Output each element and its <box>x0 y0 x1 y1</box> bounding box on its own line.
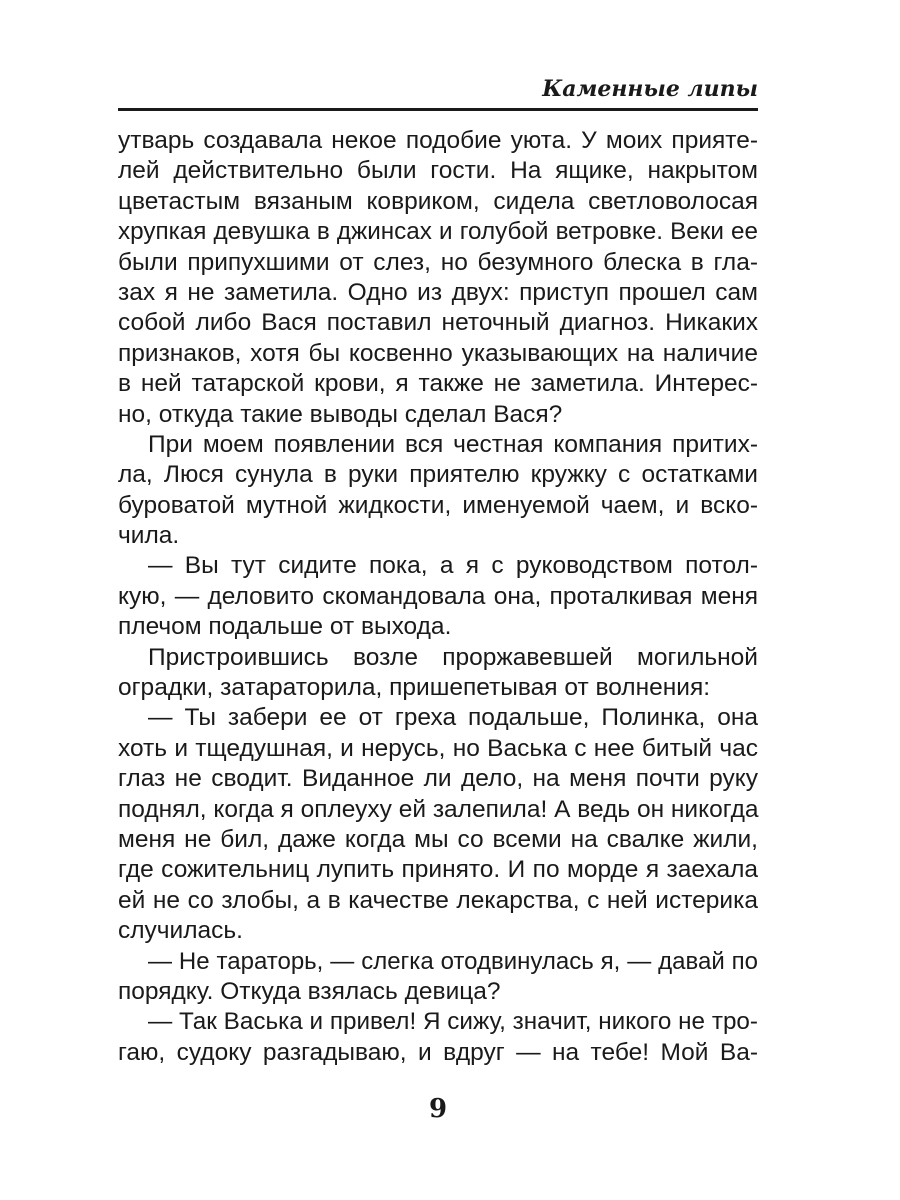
text-line: чила. <box>118 522 180 550</box>
text-line: хрупкая девушка в джинсах и голубой ветровке. Веки ее <box>118 218 758 246</box>
text-line: ей не со злобы, а в качестве лекарства, с ней истерика <box>118 886 758 914</box>
text-line: Пристроившись возле проржавевшей могильной <box>148 643 758 671</box>
text-line: хоть и тщедушная, и нерусь, но Васька с нее битый час <box>118 734 758 762</box>
text-line: порядку. Откуда взялась девица? <box>118 977 501 1005</box>
text-line: утварь создавала некое подобие уюта. У моих прияте- <box>118 127 758 154</box>
text-line: случилась. <box>118 917 243 945</box>
text-line: оградки, затараторила, пришепетывая от волнения: <box>118 674 711 702</box>
page-number: 9 <box>428 1094 448 1124</box>
text-line: кую, — деловито скомандовала она, проталкивая меня <box>118 582 758 610</box>
text-line: но, откуда такие выводы сделал Вася? <box>118 400 563 428</box>
text-line: — Не тараторь, — слегка отодвинулась я, — давай по <box>148 947 758 975</box>
text-line: в ней татарской крови, я также не заметила. Интерес- <box>118 370 758 398</box>
body-text <box>118 126 758 1068</box>
text-line: глаз не сводит. Виданное ли дело, на меня почти руку <box>118 765 758 793</box>
text-line: — Ты забери ее от греха подальше, Полинка, она <box>148 704 758 732</box>
text-line: зах я не заметила. Одно из двух: приступ прошел сам <box>118 278 758 306</box>
text-line: поднял, когда я оплеуху ей залепила! А ведь он никогда <box>118 795 759 823</box>
text-line: гаю, судоку разгадываю, и вдруг — на тебе! Мой Ва- <box>118 1038 758 1066</box>
text-line: собой либо Вася поставил неточный диагноз. Никаких <box>118 309 758 337</box>
text-line: плечом подальше от выхода. <box>118 613 452 641</box>
header-rule <box>118 108 758 111</box>
text-line: меня не бил, даже когда мы со всеми на свалке жили, <box>118 825 758 853</box>
text-line: ла, Люся сунула в руки приятелю кружку с остатками <box>118 461 758 489</box>
text-line: — Вы тут сидите пока, а я с руководством потол- <box>148 552 758 580</box>
text-line: признаков, хотя бы косвенно указывающих на наличие <box>118 339 758 367</box>
text-line: цветастым вязаным ковриком, сидела светловолосая <box>118 187 758 215</box>
text-line: были припухшими от слез, но безумного блеска в гла- <box>118 248 758 276</box>
text-line: лей действительно были гости. На ящике, накрытом <box>118 157 758 185</box>
text-line: буроватой мутной жидкости, именуемой чаем, и вско- <box>118 491 758 519</box>
text-line: где сожительниц лупить принято. И по морде я заехала <box>118 856 758 884</box>
running-header-title: Каменные липы <box>542 76 758 102</box>
text-line: — Так Васька и привел! Я сижу, значит, никого не тро- <box>148 1008 758 1036</box>
text-line: При моем появлении вся честная компания притих- <box>148 430 758 458</box>
